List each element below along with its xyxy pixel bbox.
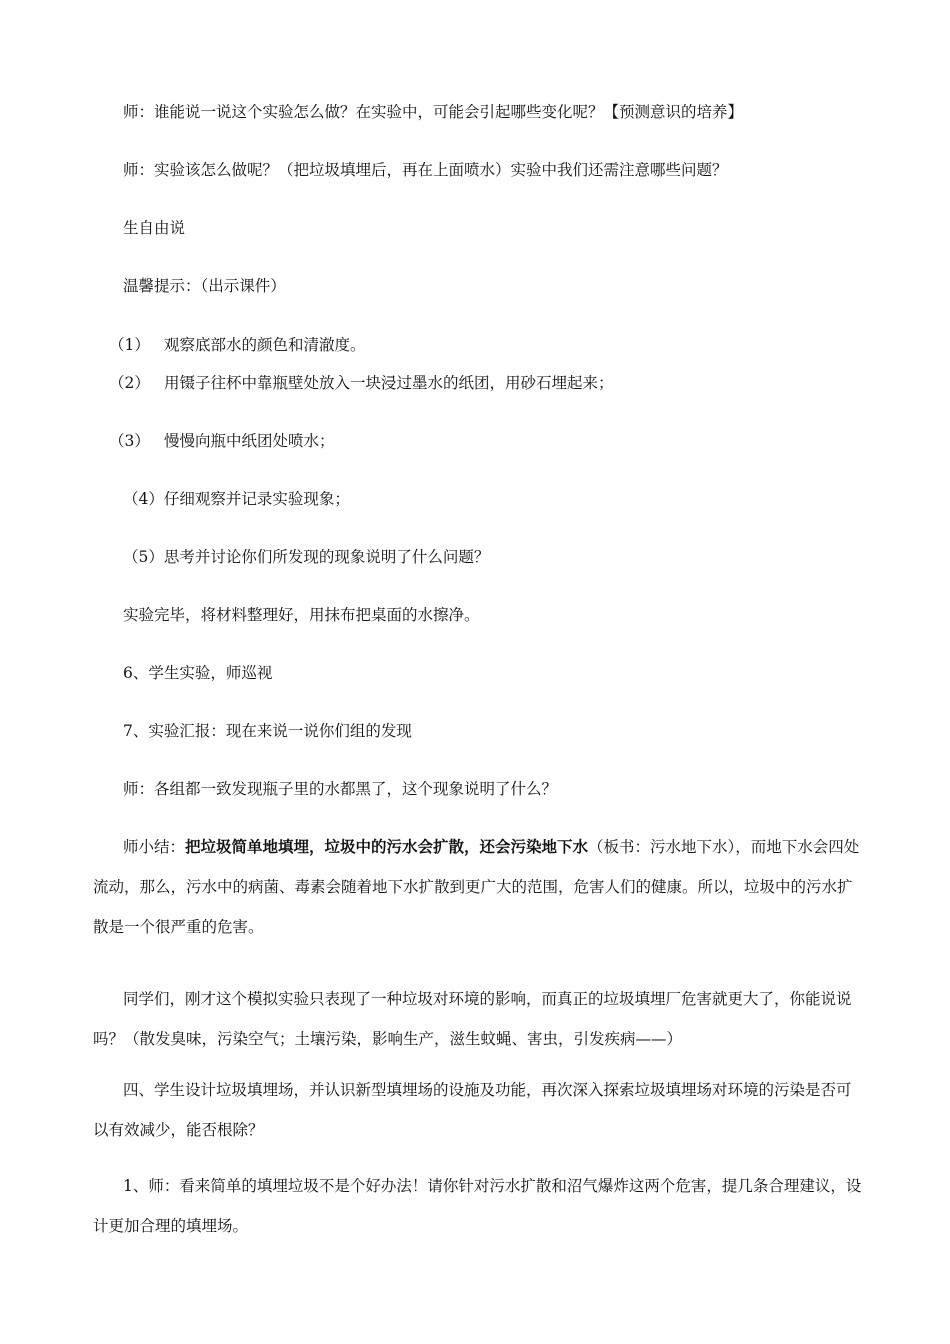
students-speak-line: 生自由说 xyxy=(123,219,186,237)
teacher-observation-line: 师：各组都一致发现瓶子里的水都黑了，这个现象说明了什么？ xyxy=(123,780,558,798)
summary-bold-text: 把垃圾简单地填埋，垃圾中的污水会扩散，还会污染地下水 xyxy=(185,837,589,856)
step-2-number: （2） xyxy=(109,374,150,392)
experiment-report-line: 7、实验汇报：现在来说一说你们组的发现 xyxy=(123,722,412,740)
step-3-number: （3） xyxy=(109,432,150,450)
classmates-paragraph: 同学们，刚才这个模拟实验只表现了一种垃圾对环境的影响，而真正的垃圾填埋厂危害就更大了，你能说说吗？（散发臭味，污染空气；土壤污染，影响生产，滋生蚊蝇、害虫，引发疾病——） xyxy=(93,990,852,1048)
step-3-text: 慢慢向瓶中纸团处喷水； xyxy=(164,432,335,450)
step-4-line: （4）仔细观察并记录实验现象； xyxy=(123,490,350,508)
tips-heading-line: 温馨提示：（出示课件） xyxy=(123,277,286,295)
step-1-number: （1） xyxy=(109,336,150,354)
teacher-method-line: 师：实验该怎么做呢？（把垃圾填埋后，再在上面喷水）实验中我们还需注意哪些问题？ xyxy=(123,161,728,179)
summary-rest-text: （板书：污水地下水），而地下水会四处流动，那么，污水中的病菌、毒素会随着地下水扩散到更广大的范围，危害人们的健康。所以，垃圾中的污水扩散是一个很严重的危害。 xyxy=(93,838,860,936)
teacher-question-line: 师：谁能说一说这个实验怎么做？在实验中，可能会引起哪些变化呢？【预测意识的培养】 xyxy=(123,103,744,121)
step-2-text: 用镊子往杯中靠瓶壁处放入一块浸过墨水的纸团，用砂石埋起来； xyxy=(164,374,614,392)
step-5-line: （5）思考并讨论你们所发现的现象说明了什么问题？ xyxy=(123,548,490,566)
cleanup-line: 实验完毕，将材料整理好，用抹布把桌面的水擦净。 xyxy=(123,606,480,624)
step-1-text: 观察底部水的颜色和清澈度。 xyxy=(164,336,366,354)
summary-prefix: 师小结： xyxy=(123,838,186,856)
section-four-paragraph: 四、学生设计垃圾填埋场，并认识新型填埋场的设施及功能，再次深入探索垃圾填埋场对环境的污染是否可以有效减少，能否根除？ xyxy=(93,1081,852,1139)
teacher-suggestion-paragraph: 1、师：看来简单的填埋垃圾不是个好办法！请你针对污水扩散和沼气爆炸这两个危害，提几条合理建议，设计更加合理的填埋场。 xyxy=(93,1177,862,1235)
teacher-summary-paragraph xyxy=(93,827,863,947)
student-experiment-line: 6、学生实验，师巡视 xyxy=(123,664,273,682)
